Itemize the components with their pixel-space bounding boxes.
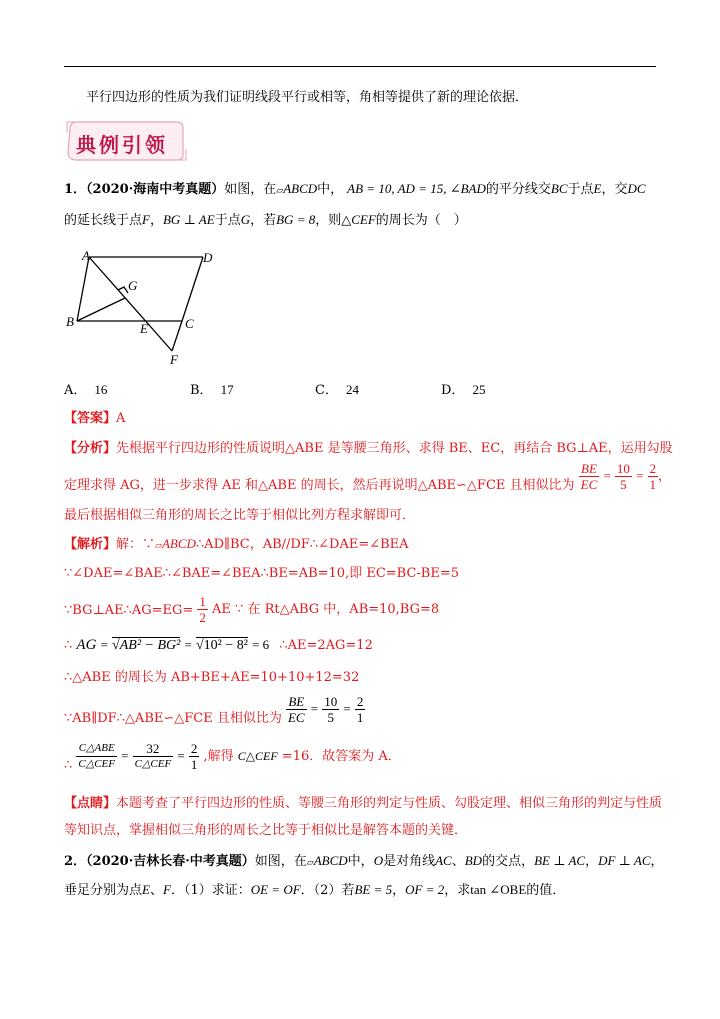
comment-line1 — [64, 795, 662, 813]
comment-tag: 【点睛】 — [64, 796, 117, 811]
solution-math: C△CEF — [237, 749, 278, 763]
q2-text: ，求 — [444, 883, 471, 898]
frac-2-1: $\frac{2}{1}$ — [356, 694, 364, 725]
sqrt-expr: √10² − 8² — [195, 638, 248, 653]
q1-math: AB = 10, AD = 15, ∠BAD — [347, 181, 486, 196]
eq-sign: = — [310, 701, 319, 716]
option-label: C． — [315, 383, 338, 398]
solution-math: AG — [76, 637, 97, 653]
q1-text: 中， — [317, 182, 344, 197]
solution-tag: 【解析】 — [64, 537, 117, 552]
solution-text: =16．故答案为 A． — [281, 749, 401, 764]
parallelogram-icon: ▱ — [276, 186, 284, 196]
label-E: E — [140, 321, 148, 336]
section-banner — [64, 119, 188, 163]
q2-math: OE = OF — [250, 882, 301, 897]
answer-tag: 【答案】 — [64, 411, 117, 426]
q2-number: 2． — [64, 854, 87, 869]
analysis-line3: 最后根据相似三角形的周长之比等于相似比列方程求解即可． — [64, 508, 416, 523]
q1-text: 如图，在 — [224, 182, 277, 197]
option-label: B． — [190, 383, 213, 398]
answer-value: A — [116, 411, 126, 426]
q1-figure — [60, 244, 230, 368]
q1-math: G — [240, 212, 251, 227]
q2-text: 、 — [451, 854, 465, 869]
eq-sign: = — [636, 468, 644, 483]
q1-text: 于点 — [214, 213, 241, 228]
analysis-text: 定理求得 AG，进一步求得 AE 和△ABE 的周长，然后再说明△ABE∽△FCE 且相似比为 — [64, 478, 575, 493]
answer-line — [64, 410, 125, 428]
segment-bg — [77, 298, 125, 321]
sqrt-expr: √AB² − BG² — [112, 638, 181, 653]
q1-text: 的延长线于点 — [64, 213, 143, 228]
analysis-line2 — [64, 461, 671, 492]
frac-10-5: $\frac{10}{5}$ — [324, 694, 338, 725]
q1-math: △CEF — [341, 212, 376, 227]
q2-math: ABCD — [313, 853, 348, 868]
q2-text: 的交点， — [482, 854, 535, 869]
q2-math: BD — [464, 853, 483, 868]
half-frac: $\frac{1}{2}$ — [199, 594, 206, 625]
solution-text: ,解得 — [203, 749, 234, 764]
q1-number: 1． — [64, 182, 87, 197]
q1-math: DC — [627, 181, 646, 196]
analysis-text: 先根据平行四边形的性质说明△ABE 是等腰三角形、求得 BE、EC，再结合 BG⊥AE，运用勾股 — [116, 441, 673, 456]
option-label: D． — [441, 383, 465, 398]
q2-line2 — [64, 881, 565, 900]
q1-math: BG = 8 — [276, 212, 316, 227]
q1-line2 — [64, 211, 467, 230]
q2-math: AC — [435, 853, 452, 868]
solution-line7 — [64, 741, 401, 772]
q2-text: ．（2）若 — [300, 883, 355, 898]
q2-math: tan ∠OBE — [470, 882, 527, 897]
label-B: B — [66, 314, 74, 329]
q1-text: ，则 — [315, 213, 342, 228]
solution-text: ∴AE=2AG=12 — [279, 638, 373, 653]
q2-text: ， — [392, 883, 406, 898]
analysis-tag: 【分析】 — [64, 441, 117, 456]
q1-math: F — [142, 212, 150, 227]
q1-text: 于点 — [567, 182, 594, 197]
option-value: 16 — [94, 382, 108, 397]
q2-text: 的值． — [526, 883, 566, 898]
option-b[interactable] — [190, 381, 234, 400]
option-d[interactable] — [441, 381, 485, 400]
option-value: 25 — [472, 382, 486, 397]
header-rule — [64, 66, 656, 67]
analysis-line1 — [64, 440, 673, 458]
intro-text: 平行四边形的性质为我们证明线段平行或相等，角相等提供了新的理论依据． — [86, 90, 529, 105]
parallelogram-icon: ▱ — [306, 858, 314, 868]
eq-sign: = — [184, 637, 192, 652]
solution-line4 — [64, 636, 373, 655]
q1-text: ，若 — [250, 213, 277, 228]
solution-text: 解：∵ — [116, 537, 156, 552]
eq-sign: = — [343, 701, 351, 716]
q2-math: BE ⊥ AC — [534, 853, 586, 868]
q2-text: ．（1）求证： — [170, 883, 251, 898]
analysis-frac-be-ec: $\frac{BE}{EC}$ — [580, 461, 598, 492]
q2-math: DF ⊥ AC — [598, 853, 651, 868]
label-F: F — [170, 352, 178, 367]
eq-sign: = — [177, 748, 185, 763]
comment-line2: 等知识点，掌握相似三角形的周长之比等于相似比是解答本题的关键． — [64, 823, 468, 838]
q2-text: 垂足分别为点 — [64, 883, 143, 898]
analysis-frac-10-5: $\frac{10}{5}$ — [616, 461, 630, 492]
solution-math: = 6 — [252, 637, 270, 652]
option-c[interactable] — [315, 381, 359, 400]
q2-math: OF = 2 — [405, 882, 445, 897]
solution-text: ∴ — [64, 758, 73, 773]
label-C: C — [185, 316, 194, 331]
solution-line1 — [64, 535, 409, 555]
label-A: A — [82, 248, 90, 263]
solution-line2: ∵∠DAE=∠BAE∴∠BAE=∠BEA∴BE=AB=10,即 EC=BC-BE=5 — [64, 566, 460, 581]
label-D: D — [203, 250, 213, 265]
q1-text: 的平分线交 — [485, 182, 551, 197]
q2-text: 如图，在 — [254, 854, 307, 869]
q2-text: 中， — [347, 854, 374, 869]
analysis-tail: ， — [658, 469, 672, 484]
q2-line1 — [64, 852, 664, 872]
option-value: 17 — [220, 382, 234, 397]
bisector-af — [89, 257, 172, 351]
ext-cf — [172, 321, 182, 351]
solution-text: ∵BG⊥AE∴AG=EG= — [64, 603, 194, 618]
q1-math: BG ⊥ AE — [162, 212, 215, 227]
q2-source: （2020·吉林长春·中考真题） — [86, 854, 255, 869]
q1-math: BC — [550, 181, 568, 196]
eq-sign: = — [603, 468, 611, 483]
eq-sign: = — [121, 748, 129, 763]
edge-dc — [182, 257, 203, 321]
analysis-frac-2-1: $\frac{2}{1}$ — [649, 461, 657, 492]
parallelogram-icon: ▱ — [155, 541, 162, 551]
frac-2-1: $\frac{2}{1}$ — [190, 741, 198, 772]
edge-ab — [77, 257, 89, 321]
frac-32-ccef: $\frac{32}{\text{C△CEF}}$ — [134, 741, 172, 770]
q2-math: E — [142, 882, 150, 897]
q1-line1 — [64, 180, 646, 200]
q1-source: （2020·海南中考真题） — [86, 182, 225, 197]
q2-text: ， — [650, 854, 664, 869]
solution-line5: ∴△ABE 的周长为 AB+BE+AE=10+10+12=32 — [64, 670, 360, 685]
banner-title: 典例引领 — [76, 133, 168, 157]
frac-perimeter-ratio: $\frac{\text{C△ABE}}{\text{C△CEF}}$ — [78, 742, 115, 770]
q2-math: BE = 5 — [354, 882, 393, 897]
solution-line6 — [64, 694, 365, 725]
q2-math: O — [373, 853, 384, 868]
q2-text: 是对角线 — [383, 854, 436, 869]
option-value: 24 — [345, 382, 359, 397]
solution-text: ∴AD∥BC，AB//DF∴∠DAE=∠BEA — [195, 537, 409, 552]
solution-math: ABCD — [161, 536, 196, 551]
q1-math: E — [593, 181, 602, 196]
eq-sign: = — [100, 637, 108, 652]
frac-be-ec: $\frac{BE}{EC}$ — [287, 694, 305, 725]
solution-text: ∵AB∥DF∴△ABE∽△FCE 且相似比为 — [64, 711, 282, 726]
label-G: G — [128, 278, 138, 293]
option-a[interactable] — [64, 381, 107, 400]
solution-line3 — [64, 594, 439, 625]
solution-text: AE ∵ 在 Rt△ABG 中，AB=10,BG=8 — [212, 602, 440, 617]
comment-text: 本题考查了平行四边形的性质、等腰三角形的判定与性质、勾股定理、相似三角形的判定与性质 — [116, 796, 663, 811]
q2-math: F — [162, 882, 171, 897]
q2-text: 、 — [149, 883, 163, 898]
option-label: A． — [64, 383, 87, 398]
q1-text: ，交 — [601, 182, 628, 197]
q2-text: ， — [585, 854, 599, 869]
q1-math: ABCD — [283, 181, 318, 196]
q1-text: ， — [149, 213, 163, 228]
q1-text: 的周长为（ ） — [375, 213, 467, 228]
solution-text: ∴ — [64, 638, 73, 653]
